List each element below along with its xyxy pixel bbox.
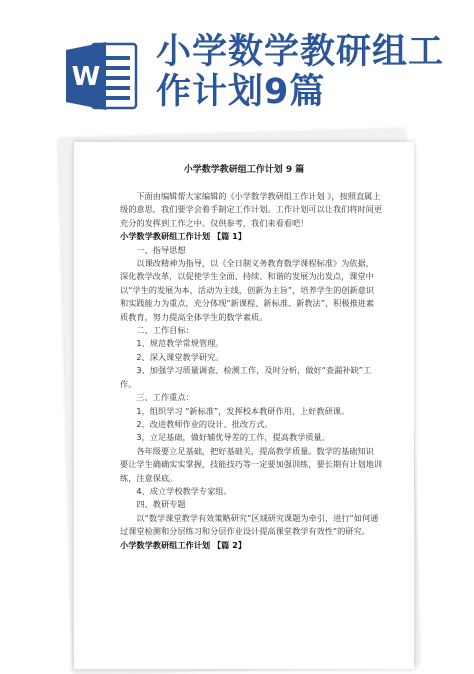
focus-item: 4、成立学校教学专家组。 — [136, 485, 232, 496]
goal-item: 2、深入课堂教学研究。 — [136, 351, 224, 362]
research-paragraph: 以“数学课堂教学有效策略研究”区域研究课题为牵引，进行“如何通过课堂检测和分层练习和分层作业设计提高课堂教学有效性”的研究。 — [120, 512, 379, 537]
document-page — [74, 142, 414, 669]
document-title: 小学数学教研组工作计划 9 篇 — [183, 165, 305, 175]
word-document-icon — [62, 38, 142, 114]
banner — [0, 0, 474, 150]
goal-item: 1、规范教学常规管理。 — [136, 338, 224, 349]
section2-heading: 小学数学教研组工作计划 【篇 2】 — [120, 539, 247, 550]
word-icon-letter: W — [71, 62, 101, 92]
section1-heading: 小学数学教研组工作计划 【篇 1】 — [120, 231, 247, 242]
focus-item: 3，立足基础，做好辅优导差的工作，提高教学质量。 — [136, 432, 330, 443]
grade-paragraph: 各年级要立足基础，把好基础关，提高教学质量。数学的基础知识要让学生确确实实掌握，技能技巧等一定要加强训练，要长期有计划地训练，注意保底。 — [120, 445, 383, 483]
guiding-paragraph: 以课改精神为指导，以《全日制义务教育数学课程标准》为依据，深化教学改革，以促使学生全面、持续、和谐的发展为出发点，课堂中以“学生的发展为本，活动为主线，创新为主旨”，培养学生的创新意识和实践能力为重点，充分体现“新课程、新标准、新教法”，积极推进素质教育，努力提高全体学生的数学素质。 — [120, 258, 375, 322]
document-body — [120, 190, 382, 552]
guiding-heading: 一、指导思想 — [136, 244, 186, 255]
research-heading: 四、教研专题 — [136, 499, 186, 510]
focus-item: 1，组织学习 “新标准”，发挥校本教研作用，上好教研课。 — [136, 405, 350, 416]
goals-heading: 二、工作目标： — [136, 325, 194, 336]
banner-title: 小学数学教研组工作计划9篇 — [156, 32, 445, 112]
focus-item: 2，改进教师作业的设计、批改方式。 — [136, 418, 273, 429]
focus-heading: 三、工作重点： — [136, 392, 194, 403]
intro-paragraph: 下面由编辑帮大家编辑的《小学数学教研组工作计划 》，按照直属上级的意思，我们要学会着手制定工作计划。工作计划可以让我们将时间更充分的发挥到工作之中。仅供参考，我们来看看吧！ — [120, 191, 383, 228]
goal-item: 3、加强学习质量调查、检测工作，及时分析，做好“查漏补缺”工作。 — [120, 365, 372, 389]
